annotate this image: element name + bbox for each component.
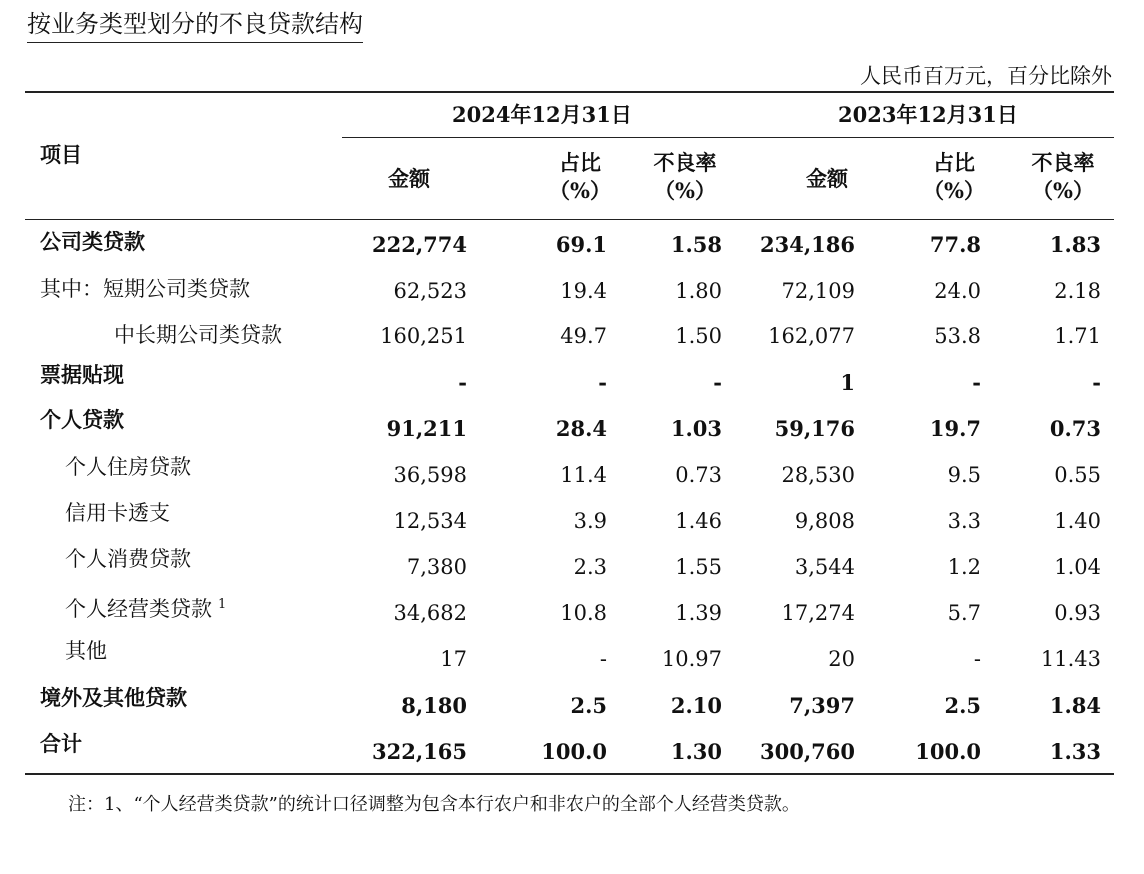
row-label-discounted-bills: 票据贴现 <box>40 362 124 387</box>
footnote: 注：1、“个人经营类贷款”的统计口径调整为包含本行农户和非农户的全部个人经营类贷款。 <box>68 794 800 815</box>
row-label-consumer: 个人消费贷款 <box>65 547 191 571</box>
table-cell: 1.2 <box>947 555 981 579</box>
table-top-rule <box>25 91 1114 93</box>
table-cell: 1.58 <box>670 232 722 257</box>
header-share-2023: 占比 （%） <box>923 150 985 203</box>
row-label-corporate: 公司类贷款 <box>40 229 145 254</box>
table-cell: 17 <box>440 647 467 671</box>
table-cell: 100.0 <box>541 739 607 764</box>
table-cell: - <box>598 370 607 395</box>
header-amount-2023: 金额 <box>806 166 848 191</box>
table-cell: 5.7 <box>947 601 981 625</box>
table-cell: 34,682 <box>393 601 467 625</box>
header-period-2023: 2023年12月31日 <box>838 102 1018 127</box>
table-cell: 0.73 <box>675 463 722 487</box>
table-cell: 3.3 <box>947 509 981 533</box>
table-cell: - <box>973 647 981 671</box>
table-cell: 28,530 <box>781 463 855 487</box>
row-label-business: 个人经营类贷款 $^1$ <box>65 597 227 621</box>
table-cell: 1.83 <box>1049 232 1101 257</box>
table-cell: 49.7 <box>560 324 607 348</box>
header-npl-2024: 不良率 （%） <box>653 150 717 203</box>
table-cell: 2.5 <box>944 693 981 718</box>
table-cell: 36,598 <box>393 463 467 487</box>
table-cell: 1 <box>840 370 855 395</box>
header-period-2024: 2024年12月31日 <box>452 102 632 127</box>
table-cell: 1.80 <box>675 279 722 303</box>
table-cell: 10.8 <box>560 601 607 625</box>
table-cell: 69.1 <box>555 232 607 257</box>
header-npl-2023: 不良率 （%） <box>1031 150 1095 203</box>
header-share-2024: 占比 （%） <box>549 150 611 203</box>
table-cell: 53.8 <box>934 324 981 348</box>
row-label-credit-card: 信用卡透支 <box>65 501 170 525</box>
table-cell: 28.4 <box>555 416 607 441</box>
table-bottom-rule <box>25 773 1114 775</box>
table-cell: 24.0 <box>934 279 981 303</box>
table-cell: 0.55 <box>1054 463 1101 487</box>
table-cell: 1.84 <box>1049 693 1101 718</box>
table-cell: 7,380 <box>406 555 467 579</box>
table-cell: 3,544 <box>794 555 855 579</box>
table-cell: 0.73 <box>1049 416 1101 441</box>
table-cell: 2.10 <box>670 693 722 718</box>
table-cell: 10.97 <box>661 647 722 671</box>
table-cell: 1.04 <box>1054 555 1101 579</box>
table-cell: 300,760 <box>760 739 855 764</box>
table-cell: 91,211 <box>386 416 467 441</box>
table-cell: - <box>713 370 722 395</box>
table-cell: 2.18 <box>1054 279 1101 303</box>
table-cell: 9,808 <box>794 509 855 533</box>
table-cell: 1.33 <box>1049 739 1101 764</box>
table-cell: 11.4 <box>560 463 607 487</box>
table-cell: 1.30 <box>670 739 722 764</box>
table-cell: 1.39 <box>675 601 722 625</box>
table-cell: 19.4 <box>560 279 607 303</box>
table-cell: 222,774 <box>372 232 467 257</box>
table-cell: 1.40 <box>1054 509 1101 533</box>
table-cell: 1.46 <box>675 509 722 533</box>
page-title: 按业务类型划分的不良贷款结构 <box>27 6 363 43</box>
table-cell: 20 <box>828 647 855 671</box>
table-cell: 59,176 <box>774 416 855 441</box>
table-cell: 100.0 <box>915 739 981 764</box>
table-cell: 322,165 <box>372 739 467 764</box>
table-cell: 234,186 <box>760 232 855 257</box>
table-cell: 11.43 <box>1040 647 1101 671</box>
row-label-housing: 个人住房贷款 <box>65 455 191 479</box>
table-cell: 7,397 <box>789 693 855 718</box>
table-cell: - <box>972 370 981 395</box>
row-label-total: 合计 <box>40 731 82 756</box>
table-cell: 1.55 <box>675 555 722 579</box>
table-cell: 2.5 <box>570 693 607 718</box>
table-cell: 2.3 <box>573 555 607 579</box>
table-cell: - <box>458 370 467 395</box>
table-cell: 8,180 <box>401 693 467 718</box>
footnote-marker: 1 <box>218 597 227 612</box>
table-cell: - <box>599 647 607 671</box>
table-cell: 12,534 <box>393 509 467 533</box>
table-cell: - <box>1092 370 1101 395</box>
row-label-long-term-corporate: 中长期公司类贷款 <box>114 323 282 347</box>
table-cell: 77.8 <box>929 232 981 257</box>
table-cell: 17,274 <box>781 601 855 625</box>
table-cell: 1.50 <box>675 324 722 348</box>
row-label-personal-loans: 个人贷款 <box>40 407 124 432</box>
table-cell: 19.7 <box>929 416 981 441</box>
table-cell: 0.93 <box>1054 601 1101 625</box>
unit-note: 人民币百万元，百分比除外 <box>860 64 1112 88</box>
header-bottom-rule <box>25 219 1114 220</box>
table-cell: 1.71 <box>1054 324 1101 348</box>
header-divider <box>342 137 1114 138</box>
row-label-short-term-corporate: 其中：短期公司类贷款 <box>40 277 250 301</box>
table-cell: 9.5 <box>947 463 981 487</box>
table-cell: 3.9 <box>573 509 607 533</box>
header-item: 项目 <box>40 142 82 167</box>
header-amount-2024: 金额 <box>388 166 430 191</box>
table-cell: 72,109 <box>781 279 855 303</box>
row-label-overseas: 境外及其他贷款 <box>40 685 187 710</box>
table-cell: 1.03 <box>670 416 722 441</box>
row-label-other: 其他 <box>65 639 107 663</box>
table-cell: 62,523 <box>393 279 467 303</box>
table-cell: 162,077 <box>768 324 855 348</box>
table-cell: 160,251 <box>380 324 467 348</box>
